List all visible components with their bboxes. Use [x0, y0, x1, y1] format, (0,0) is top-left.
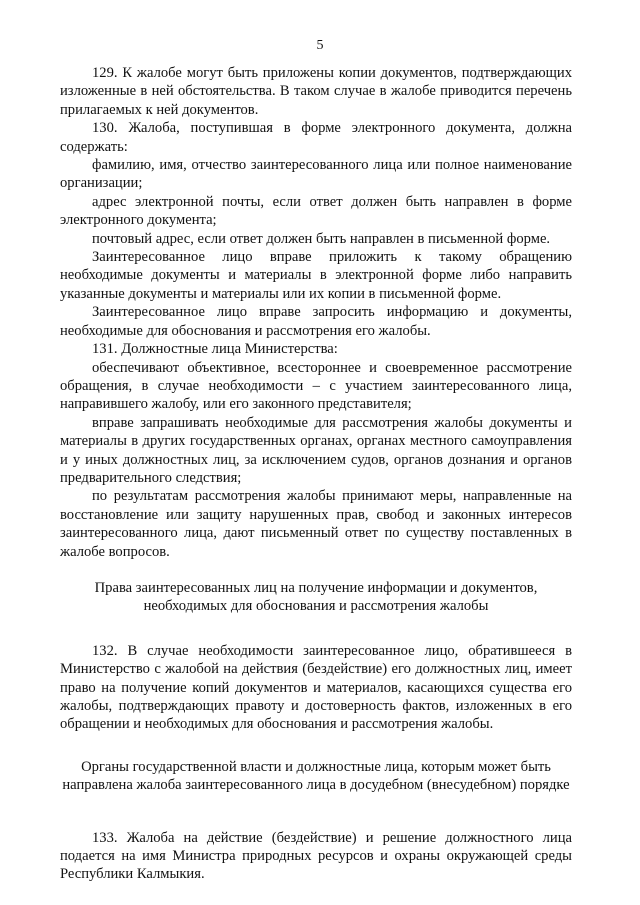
document-body	[60, 64, 572, 884]
paragraph-130-attach: Заинтересованное лицо вправе приложить к такому обращению необходимые документы и материалы в электронной форме либо направить указанные документы и материалы или их копии в письменной форме.	[60, 249, 572, 302]
paragraph-133: 133. Жалоба на действие (бездействие) и решение должностного лица подается на имя Министра природных ресурсов и охраны окружающей среды Республики Калмыкия.	[60, 829, 572, 883]
paragraph-130-item-email: адрес электронной почты, если ответ должен быть направлен в форме электронного документа;	[60, 193, 572, 229]
section-heading-authorities: Органы государственной власти и должностные лица, которым может быть направлена жалоба заинтересованного лица в досудебном (внесудебном) порядке	[62, 758, 570, 794]
paragraph-131-item-measures: по результатам рассмотрения жалобы принимают меры, направленные на восстановление или защиту нарушенных прав, свобод и законных интересов заинтересованного лица, дают письменный ответ по существу поставленных в жалобе вопросов.	[60, 488, 572, 560]
paragraph-131: 131. Должностные лица Министерства:	[92, 341, 338, 358]
paragraph-130-request: Заинтересованное лицо вправе запросить информацию и документы, необходимые для обоснования и рассмотрения его жалобы.	[60, 304, 572, 339]
section-heading-rights: Права заинтересованных лиц на получение информации и документов, необходимых для обоснования и рассмотрения жалобы	[94, 579, 538, 615]
page-number: 5	[316, 38, 324, 53]
paragraph-131-item-request: вправе запрашивать необходимые для рассмотрения жалобы документы и материалы в других государственных органах, органах местного самоуправления и у иных должностных лиц, за исключением судов, органов дознания и органов предварительного следствия;	[60, 414, 572, 486]
paragraph-130: 130. Жалоба, поступившая в форме электронного документа, должна содержать:	[60, 120, 572, 155]
paragraph-129: 129. К жалобе могут быть приложены копии документов, подтверждающих изложенные в ней обстоятельства. В таком случае в жалобе приводится перечень прилагаемых к ней документов.	[60, 65, 572, 118]
paragraph-130-item-name: фамилию, имя, отчество заинтересованного лица или полное наименование организации;	[60, 157, 572, 192]
paragraph-130-item-postal: почтовый адрес, если ответ должен быть направлен в письменной форме.	[92, 230, 551, 247]
paragraph-131-item-ensure: обеспечивают объективное, всестороннее и своевременное рассмотрение обращения, в случае необходимости – с участием заинтересованного лица, направившего жалобу, или его законного представителя;	[60, 359, 572, 413]
paragraph-132: 132. В случае необходимости заинтересованное лицо, обратившееся в Министерство с жалобой на действия (бездействие) его должностных лиц, имеет право на получение копий документов и материалов, касающихся существа его жалобы, подтверждающих правоту и достоверность фактов, изложенных в его обращении и необходимых для обоснования и рассмотрения жалобы.	[60, 642, 572, 733]
